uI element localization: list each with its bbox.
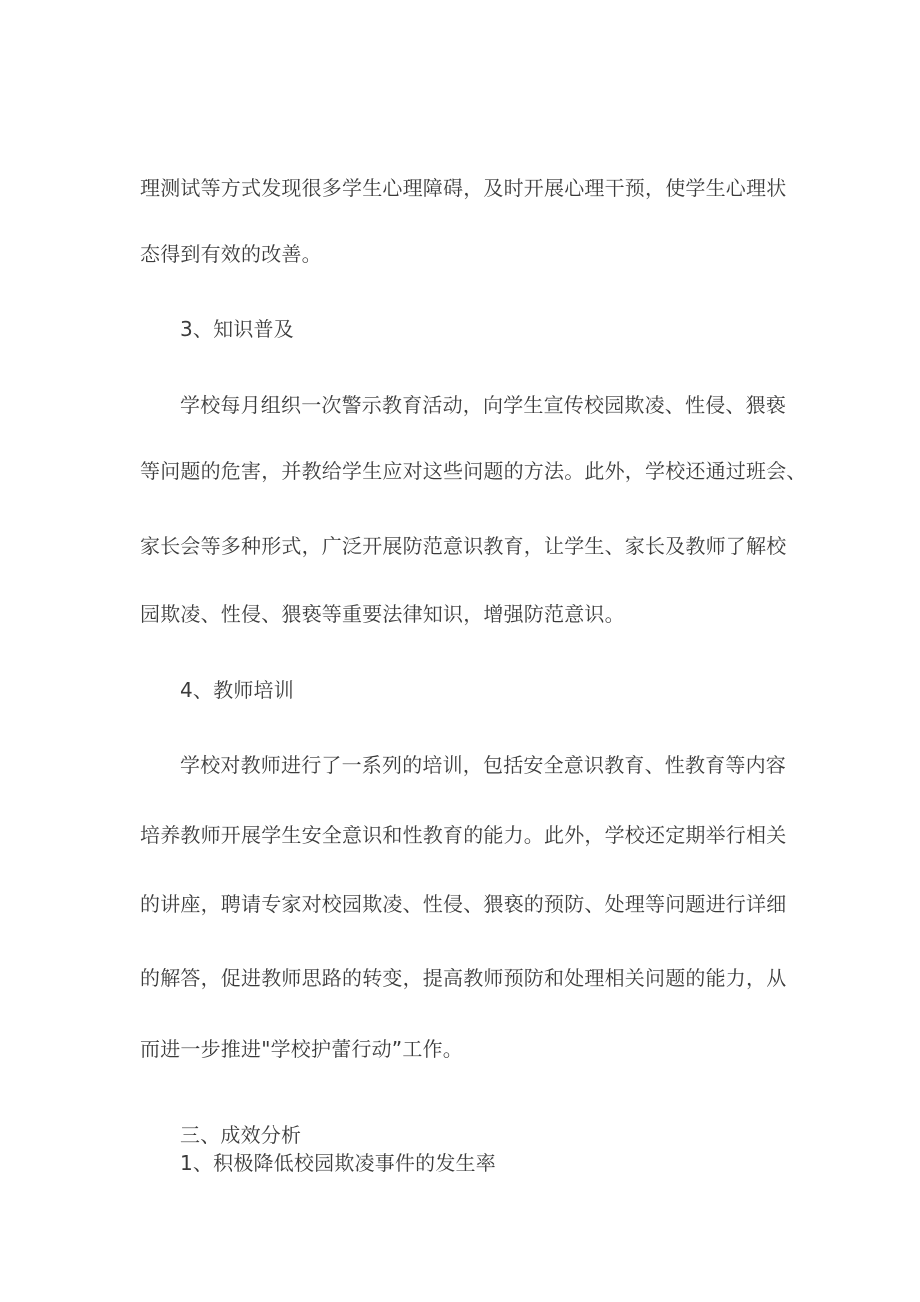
paragraph-line: 的讲座，聘请专家对校园欺凌、性侵、猥亵的预防、处理等问题进行详细: [140, 892, 787, 916]
paragraph-line: 家长会等多种形式，广泛开展防范意识教育，让学生、家长及教师了解校: [140, 534, 787, 558]
paragraph-line: 而进一步推进"学校护蕾行动”工作。: [140, 1037, 463, 1061]
paragraph-line: 态得到有效的改善。: [140, 242, 322, 266]
paragraph-line: 等问题的危害，并教给学生应对这些问题的方法。此外，学校还通过班会、: [140, 459, 807, 483]
section-heading: 3、知识普及: [180, 317, 294, 341]
paragraph-line: 园欺凌、性侵、猥亵等重要法律知识，增强防范意识。: [140, 602, 625, 626]
paragraph-line: 学校对教师进行了一系列的培训，包括安全意识教育、性教育等内容: [180, 753, 786, 777]
paragraph-line: 学校每月组织一次警示教育活动，向学生宣传校园欺凌、性侵、猥亵: [180, 393, 786, 417]
section-heading: 4、教师培训: [180, 678, 294, 702]
paragraph-line: 培养教师开展学生安全意识和性教育的能力。此外，学校还定期举行相关: [140, 823, 787, 847]
paragraph-line: 理测试等方式发现很多学生心理障碍，及时开展心理干预，使学生心理状: [140, 176, 787, 200]
chapter-heading: 三、成效分析: [180, 1123, 302, 1147]
subsection-heading: 1、积极降低校园欺凌事件的发生率: [180, 1151, 496, 1175]
paragraph-line: 的解答，促进教师思路的转变，提高教师预防和处理相关问题的能力，从: [140, 966, 787, 990]
